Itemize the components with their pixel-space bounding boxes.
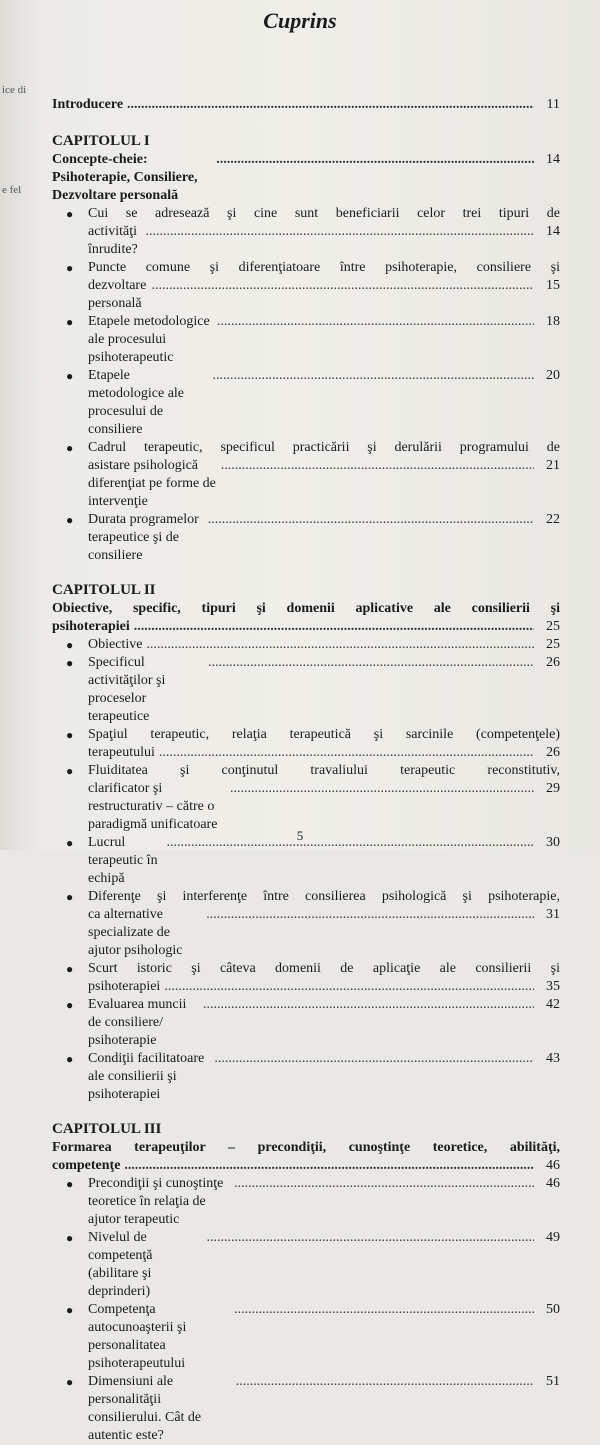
toc-item: ● Specificul activităţilor şi proceselor terapeutice ..... 26 (88, 654, 560, 726)
toc-item: ● Puncte comune şi diferenţiatoare între psihoterapie, consiliere şi dezvoltare personală ..... 15 (88, 259, 560, 313)
bullet-icon: ● (66, 890, 74, 904)
bullet-icon: ● (66, 315, 74, 329)
bullet-icon: ● (66, 998, 74, 1012)
toc-item: ● Lucrul terapeutic în echipă ..... 30 (88, 834, 560, 888)
bullet-icon: ● (66, 1052, 74, 1066)
chapter-heading: CAPITOLUL II (52, 582, 156, 598)
page-number: 5 (296, 828, 304, 843)
bullet-icon: ● (66, 1303, 74, 1317)
toc-item: ● Cui se adresează şi cine sunt beneficiarii celor trei tipuri de activităţi înrudite? ..... 14 (88, 205, 560, 259)
bullet-icon: ● (66, 728, 74, 742)
chapter-heading: CAPITOLUL I (52, 133, 150, 149)
chapter-title: competenţe ..... 46 (52, 1157, 560, 1175)
chapter-title: Formarea terapeuţilor – precondiţii, cunoştinţe teoretice, abilităţi, (52, 1140, 560, 1155)
toc-item: ● Etapele metodologice ale procesului psihoterapeutic ..... 18 (88, 313, 560, 367)
toc-item: ● Spaţiul terapeutic, relaţia terapeutică şi sarcinile (competenţele) terapeutului ..... 26 (88, 726, 560, 762)
toc-item: ● Obiective ..... 25 (88, 636, 560, 654)
bullet-icon: ● (66, 513, 74, 527)
toc-item: ● Condiţii facilitatoare ale consilierii şi psihoterapiei ..... 43 (88, 1050, 560, 1104)
bullet-icon: ● (66, 207, 74, 221)
toc-item: ● Scurt istoric şi câteva domenii de aplicaţie ale consilierii şi psihoterapiei ..... 35 (88, 960, 560, 996)
toc-item: ● Etapele metodologice ale procesului de consiliere ..... 20 (88, 367, 560, 439)
bullet-icon: ● (66, 656, 74, 670)
margin-fragment: e fel (2, 184, 22, 196)
bullet-icon: ● (66, 962, 74, 976)
toc-item: ● Competenţa autocunoaşterii şi personalitatea psihoterapeutului ..... 50 (88, 1301, 560, 1373)
bullet-icon: ● (66, 764, 74, 778)
leader-dots (134, 618, 534, 636)
leader-dots (124, 1157, 534, 1175)
bullet-icon: ● (66, 261, 74, 275)
chapter-title: Obiective, specific, tipuri şi domenii aplicative ale consilierii şi (52, 601, 560, 616)
bullet-icon: ● (66, 441, 74, 455)
table-of-contents (52, 88, 560, 1445)
chapter-title: Concepte-cheie: Psihoterapie, Consiliere, Dezvoltare personală ..... 14 (52, 151, 560, 205)
toc-item: ● Cadrul terapeutic, specificul practicării şi derulării programului de asistare psihologică diferenţiat pe forme de intervenţie ..... 21 (88, 439, 560, 511)
chapter-heading: CAPITOLUL III (52, 1121, 162, 1137)
toc-item: ● Precondiţii şi cunoştinţe teoretice în relaţia de ajutor terapeutic ..... 46 (88, 1175, 560, 1229)
toc-item: ● Dimensiuni ale personalităţii consilierului. Cât de autentic este? ..... 51 (88, 1373, 560, 1445)
bullet-icon: ● (66, 1177, 74, 1191)
bullet-icon: ● (66, 638, 74, 652)
toc-item: ● Diferenţe şi interferenţe între consilierea psihologică şi psihoterapie, ca alternative specializate de ajutor psihologic ..... 31 (88, 888, 560, 960)
page-title: Cuprins (263, 8, 337, 33)
bullet-icon: ● (66, 1231, 74, 1245)
bullet-icon: ● (66, 1375, 74, 1389)
toc-item: ● Fluiditatea şi conţinutul travaliului terapeutic reconstitutiv, clarificator şi restructurativ – către o paradigmă unificatoare ..... 29 (88, 762, 560, 834)
leader-dots (216, 151, 534, 169)
bullet-icon: ● (66, 369, 74, 383)
chapter-title: psihoterapiei ..... 25 (52, 618, 560, 636)
toc-entry-intro: Introducere ..... 11 (52, 96, 560, 114)
leader-dots (127, 96, 534, 114)
toc-item: ● Nivelul de competenţă (abilitare şi deprinderi) ..... 49 (88, 1229, 560, 1301)
toc-item: ● Durata programelor terapeutice şi de consiliere ..... 22 (88, 511, 560, 565)
margin-fragment: ice di (2, 84, 27, 96)
bullet-icon: ● (66, 836, 74, 850)
toc-item: ● Evaluarea muncii de consiliere/ psihoterapie ..... 42 (88, 996, 560, 1050)
